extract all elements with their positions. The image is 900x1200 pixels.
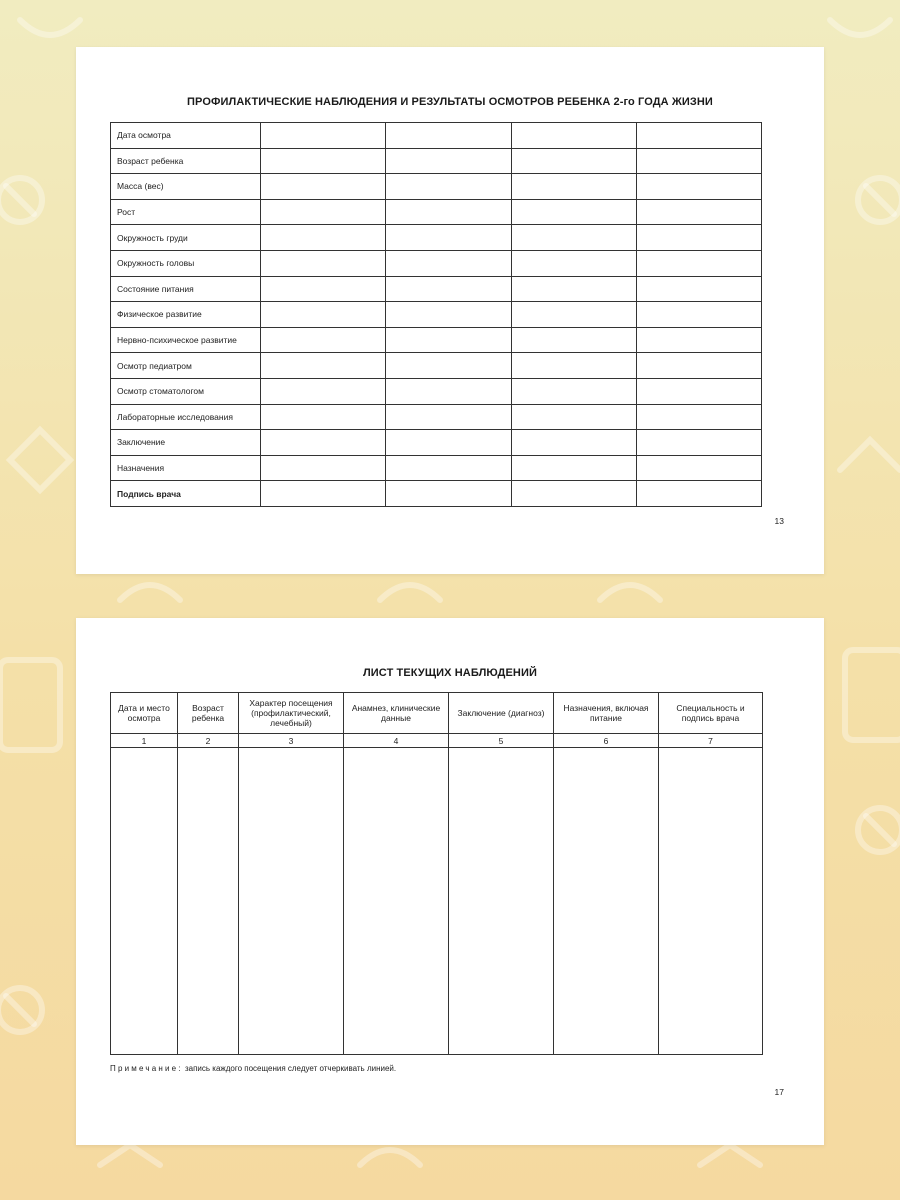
- empty-cell[interactable]: [636, 430, 761, 456]
- empty-cell[interactable]: [261, 199, 386, 225]
- row-label: Окружность головы: [111, 250, 261, 276]
- empty-cell[interactable]: [659, 748, 763, 1055]
- empty-cell[interactable]: [386, 250, 511, 276]
- empty-cell[interactable]: [386, 174, 511, 200]
- empty-cell[interactable]: [261, 302, 386, 328]
- page-number: 13: [774, 516, 784, 526]
- column-number: 5: [449, 734, 554, 748]
- row-label: Дата осмотра: [111, 123, 261, 149]
- empty-cell[interactable]: [386, 327, 511, 353]
- column-number: 7: [659, 734, 763, 748]
- empty-cell[interactable]: [636, 302, 761, 328]
- empty-cell[interactable]: [386, 481, 511, 507]
- table-row: [111, 327, 762, 353]
- empty-cell[interactable]: [511, 430, 636, 456]
- empty-cell[interactable]: [511, 250, 636, 276]
- row-label: Заключение: [111, 430, 261, 456]
- empty-cell[interactable]: [386, 148, 511, 174]
- row-label: Состояние питания: [111, 276, 261, 302]
- empty-cell[interactable]: [511, 199, 636, 225]
- column-header: Специальность и подпись врача: [659, 693, 763, 734]
- empty-cell[interactable]: [449, 748, 554, 1055]
- empty-cell[interactable]: [261, 148, 386, 174]
- table-row: [111, 378, 762, 404]
- table-row: [111, 481, 762, 507]
- empty-cell[interactable]: [261, 481, 386, 507]
- empty-cell[interactable]: [239, 748, 344, 1055]
- column-number: 4: [344, 734, 449, 748]
- empty-cell[interactable]: [111, 748, 178, 1055]
- empty-cell[interactable]: [636, 174, 761, 200]
- empty-cell[interactable]: [636, 327, 761, 353]
- table-row: [111, 430, 762, 456]
- column-number: 6: [554, 734, 659, 748]
- empty-cell[interactable]: [261, 378, 386, 404]
- empty-cell[interactable]: [636, 199, 761, 225]
- table-row: [111, 123, 762, 149]
- empty-cell[interactable]: [511, 378, 636, 404]
- empty-cell[interactable]: [261, 174, 386, 200]
- empty-cell[interactable]: [511, 174, 636, 200]
- empty-cell[interactable]: [386, 199, 511, 225]
- empty-cell[interactable]: [261, 455, 386, 481]
- table-row: [111, 404, 762, 430]
- empty-cell[interactable]: [261, 430, 386, 456]
- observations-table: [110, 692, 763, 1055]
- column-header: Анамнез, клинические данные: [344, 693, 449, 734]
- row-label: Осмотр стоматологом: [111, 378, 261, 404]
- empty-cell[interactable]: [511, 225, 636, 251]
- empty-cell[interactable]: [511, 148, 636, 174]
- empty-cell[interactable]: [386, 123, 511, 149]
- row-label: Физическое развитие: [111, 302, 261, 328]
- row-label: Масса (вес): [111, 174, 261, 200]
- empty-cell[interactable]: [261, 404, 386, 430]
- empty-cell[interactable]: [511, 302, 636, 328]
- empty-cell[interactable]: [511, 455, 636, 481]
- table-row: [111, 302, 762, 328]
- row-label: Лабораторные исследования: [111, 404, 261, 430]
- column-header: Дата и место осмотра: [111, 693, 178, 734]
- empty-cell[interactable]: [386, 353, 511, 379]
- empty-cell[interactable]: [636, 276, 761, 302]
- table-row: [111, 455, 762, 481]
- empty-cell[interactable]: [261, 276, 386, 302]
- empty-cell[interactable]: [636, 455, 761, 481]
- table-row: [111, 250, 762, 276]
- column-number: 3: [239, 734, 344, 748]
- empty-cell[interactable]: [511, 327, 636, 353]
- column-header: Заключение (диагноз): [449, 693, 554, 734]
- row-label: Назначения: [111, 455, 261, 481]
- empty-cell[interactable]: [261, 225, 386, 251]
- column-number: 2: [178, 734, 239, 748]
- empty-cell[interactable]: [261, 353, 386, 379]
- column-header: Назначения, включая питание: [554, 693, 659, 734]
- table-row: [111, 148, 762, 174]
- page-17: [76, 618, 824, 1145]
- row-label: Окружность груди: [111, 225, 261, 251]
- empty-cell[interactable]: [636, 148, 761, 174]
- row-label: Подпись врача: [111, 481, 261, 507]
- column-number: 1: [111, 734, 178, 748]
- empty-cell[interactable]: [261, 123, 386, 149]
- empty-cell[interactable]: [386, 378, 511, 404]
- table-row: [111, 225, 762, 251]
- page-13: [76, 47, 824, 574]
- column-header: Возраст ребенка: [178, 693, 239, 734]
- page-title: ЛИСТ ТЕКУЩИХ НАБЛЮДЕНИЙ: [362, 667, 537, 679]
- footnote: [110, 1064, 396, 1073]
- table-row: [111, 199, 762, 225]
- empty-cell[interactable]: [636, 225, 761, 251]
- page-number: 17: [774, 1087, 784, 1097]
- footnote-text: запись каждого посещения следует отчеркивать линией.: [182, 1064, 397, 1073]
- exam-results-table: [110, 122, 762, 507]
- empty-cell[interactable]: [511, 276, 636, 302]
- empty-cell[interactable]: [636, 353, 761, 379]
- empty-cell[interactable]: [511, 481, 636, 507]
- empty-cell[interactable]: [386, 302, 511, 328]
- table-row: [111, 174, 762, 200]
- empty-cell[interactable]: [636, 481, 761, 507]
- empty-cell[interactable]: [636, 378, 761, 404]
- table-row: [111, 276, 762, 302]
- empty-cell[interactable]: [344, 748, 449, 1055]
- table-row: [111, 353, 762, 379]
- empty-cell[interactable]: [511, 404, 636, 430]
- empty-cell[interactable]: [511, 123, 636, 149]
- empty-cell[interactable]: [636, 404, 761, 430]
- row-label: Осмотр педиатром: [111, 353, 261, 379]
- empty-cell[interactable]: [636, 250, 761, 276]
- empty-cell[interactable]: [554, 748, 659, 1055]
- footnote-label: Примечание:: [110, 1064, 183, 1073]
- row-label: Возраст ребенка: [111, 148, 261, 174]
- row-label: Нервно-психическое развитие: [111, 327, 261, 353]
- empty-cell[interactable]: [261, 250, 386, 276]
- empty-cell[interactable]: [386, 276, 511, 302]
- page-title: ПРОФИЛАКТИЧЕСКИЕ НАБЛЮДЕНИЯ И РЕЗУЛЬТАТЫ ОСМОТРОВ РЕБЕНКА 2-го ГОДА ЖИЗНИ: [187, 96, 713, 108]
- row-label: Рост: [111, 199, 261, 225]
- empty-cell[interactable]: [178, 748, 239, 1055]
- column-header: Характер посещения (профилактический, лечебный): [239, 693, 344, 734]
- empty-cell[interactable]: [386, 430, 511, 456]
- empty-cell[interactable]: [386, 225, 511, 251]
- empty-cell[interactable]: [386, 455, 511, 481]
- empty-cell[interactable]: [261, 327, 386, 353]
- empty-cell[interactable]: [511, 353, 636, 379]
- empty-cell[interactable]: [636, 123, 761, 149]
- empty-cell[interactable]: [386, 404, 511, 430]
